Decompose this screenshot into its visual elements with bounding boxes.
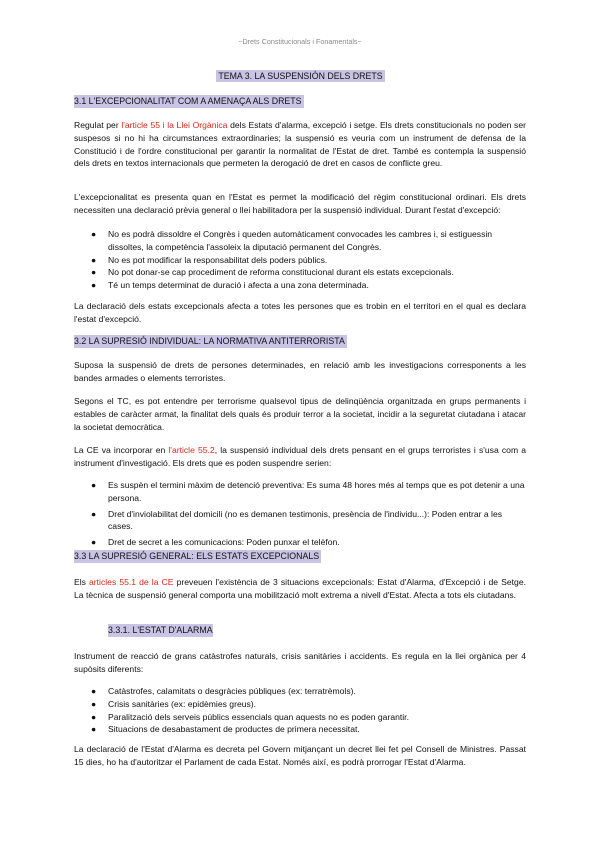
legal-reference: articles 55.1 de la CE <box>89 577 174 587</box>
section-heading-3-3: 3.3 LA SUPRESIÓ GENERAL: ELS ESTATS EXCEPCIONALS <box>74 551 320 561</box>
bullet-icon: ● <box>91 254 97 265</box>
list-item <box>74 723 526 736</box>
bullet-list-3-1 <box>74 228 526 292</box>
paragraph-3-1-intro <box>74 119 526 170</box>
paragraph-3-2-article <box>74 444 526 470</box>
list-item <box>74 698 526 711</box>
text: , la suspensió individual dels drets pensant en el grups terroristes i s'usa com a instrument d'investigació. Els drets que es poden suspendre serien: <box>74 445 526 468</box>
paragraph-3-3-intro <box>74 576 526 602</box>
bullet-list-3-2 <box>74 479 526 552</box>
text: Els <box>74 577 90 587</box>
list-item-text: Paralització dels serveis públics essencials quan aquests no es poden garantir. <box>108 711 409 722</box>
list-item-text: Té un temps determinat de duració i afecta a una zona determinada. <box>108 280 369 291</box>
bullet-icon: ● <box>91 229 97 239</box>
bullet-icon: ● <box>91 724 97 735</box>
bullet-icon: ● <box>91 537 97 548</box>
list-item <box>74 266 526 279</box>
list-item <box>74 711 526 724</box>
list-item-text: No es podrà dissoldre el Congrès i queden automàticament convocades les cambres i, si estiguessin dissoltes, la competència l'assoleix la diputació permanent del Congrès. <box>108 229 493 252</box>
text: La CE va incorporar en <box>74 445 169 455</box>
paragraph-3-2-intro: Suposa la suspensió de drets de persones determinades, en relació amb les investigacions corresponents a les bandes armades o elements terroristes. <box>74 360 526 383</box>
list-item-text: Catàstrofes, calamitats o desgràcies públiques (ex: terratrèmols). <box>108 686 356 696</box>
list-item <box>74 536 526 549</box>
page-header: ~Drets Constitucionals i Fonamentals~ <box>238 37 362 46</box>
list-item-text: No pot donar-se cap procediment de reforma constitucional durant els estats excepcionals. <box>108 267 454 278</box>
bullet-icon: ● <box>91 698 97 709</box>
bullet-icon: ● <box>91 686 97 696</box>
list-item <box>74 685 526 698</box>
text: preveuen l'existència de 3 situacions excepcionals: Estat d'Alarma, d'Excepció i de Setge. La tècnica de suspensió general comporta una mobilització molt extrema a nivell d'Estat. Afecta a tots els ciutadans. <box>74 577 526 600</box>
subsection-heading-3-3-1: 3.3.1. L'ESTAT D'ALARMA <box>108 625 213 635</box>
paragraph-3-1-declaracio: La declaració dels estats excepcionals afecta a totes les persones que es trobin en el territori en el qual es declara l'estat d'excepció. <box>74 301 526 324</box>
list-item <box>74 279 526 292</box>
paragraph-3-3-1-intro: Instrument de reacció de grans catàstrofes naturals, crisis sanitàries i accidents. Es regula en la llei orgànica per 4 supòsits diferents: <box>74 651 526 674</box>
bullet-icon: ● <box>91 267 97 278</box>
list-item-text: Situacions de desabastament de productes de primera necessitat. <box>108 724 360 735</box>
list-item-text: Dret de secret a les comunicacions: Poden punxar el telèfon. <box>108 537 340 548</box>
list-item <box>74 508 526 534</box>
bullet-icon: ● <box>91 480 97 490</box>
list-item-text: Dret d'inviolabilitat del domicili (no es demanen testimonis, presència de l'individu...): Poden entrar a les cases. <box>108 508 503 532</box>
text: dels Estats d'alarma, excepció i setge. Els drets constitucionals no poden ser suspesos si no hi ha circumstances extraordinaries; la suspensió es veuria com un instrument de defensa de la Constitució i de l'ordre constitucional per garantir la normalitat de l'Estat de dret. També es contempla la suspensió dels drets en textos internacionals que permeten la derogació de dret en casos de conflicte greu. <box>74 120 526 169</box>
paragraph-3-2-terrorisme: Segons el TC, es pot entendre per terrorisme qualsevol tipus de delinqüència organitzada en grups permanents i estables de caràcter armat, la finalitat dels quals és produir terror a la societat, incidir a la seguretat ciutadana i atacar la societat democràtica. <box>74 396 526 432</box>
section-heading-3-2: 3.2 LA SUPRESIÓ INDIVIDUAL: LA NORMATIVA ANTITERRORISTA <box>74 336 345 346</box>
list-item-text: Crisis sanitàries (ex: epidèmies greus). <box>108 698 257 709</box>
paragraph-3-1-excepcionalitat: L'excepcionalitat es presenta quan en l'Estat es permet la modificació del règim constitucional ordinari. Els drets necessiten una declaració prèvia general o llei habilitadora per la suspensió individual. Durant l'estat d'excepció: <box>74 192 526 215</box>
bullet-icon: ● <box>91 280 97 291</box>
bullet-list-3-3-1 <box>74 685 526 736</box>
section-heading-3-1: 3.1 L'EXCEPCIONALITAT COM A AMENAÇA ALS DRETS <box>74 96 302 106</box>
bullet-icon: ● <box>91 508 97 519</box>
list-item <box>74 254 526 267</box>
bullet-icon: ● <box>91 711 97 722</box>
list-item-text: Es suspèn el termini màxim de detenció preventiva: Es suma 48 hores més al temps que es pot detenir a una persona. <box>108 480 525 503</box>
text: Regulat per <box>74 120 122 130</box>
legal-reference: l'article 55 i la Llei Orgànica <box>121 120 228 130</box>
page-title: TEMA 3. LA SUSPENSIÓN DELS DRETS <box>216 70 385 82</box>
list-item <box>74 228 526 254</box>
legal-reference: l'article 55.2 <box>168 445 215 455</box>
list-item-text: No es pot modificar la responsabilitat dels poders públics. <box>108 254 328 265</box>
paragraph-3-3-1-declaracio: La declaració de l'Estat d'Alarma es decreta pel Govern mitjançant un decret llei fet pel Consell de Ministres. Passat 15 dies, ho ha d'autoritzar el Parlament de cada Estat. Només així, es podrà prorrogar l'Estat d'Alarma. <box>74 744 526 767</box>
list-item <box>74 479 526 505</box>
